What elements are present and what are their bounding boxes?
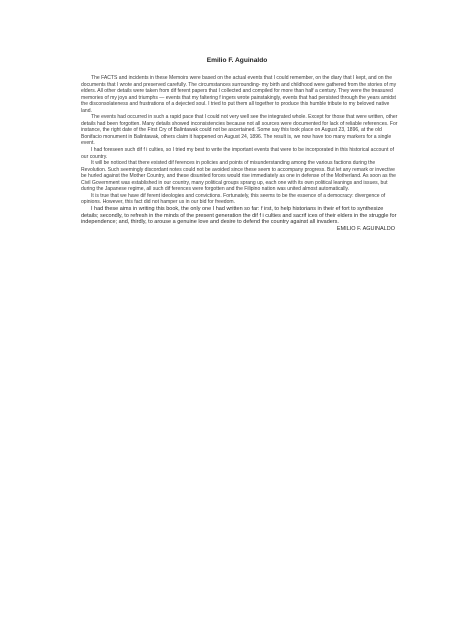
author-signature: EMILIO F. AGUINALDO [336, 226, 395, 233]
paragraph-ideologies: It is true that we have dif ferent ideologies and convictions. Fortunately, this seems to be the essence of a democracy: divergence of opinions. However, this fact did not hamper us in our bid for freedom. [81, 192, 386, 206]
paragraph-rapid-events: The events had occurred in such a rapid pace that I could not very well see the integrated whole. Except for those that were written, other details had been forgotten. Many details showed inconsistencies because not all sources were documented for lack of reliable references. For instance, the right date of the First Cry of Balintawak could not be ascertained. Some say this took place on August 23, 1896, at the old Bonifacio monument in Balintawak, others claim it happened on August 24, 1896. The result is, we now have too many markers for a single event. [81, 114, 398, 147]
memoir-body [81, 75, 401, 233]
paragraph-aims: I had these aims in writing this book, the only one I had written so far: f irst, to help historians in their ef fort to synthesize details; secondly, to refresh in the minds of the present generation the dif f i culties and sacrif ices of their elders in the struggle for independence; and, thirdly, to arouse a genuine love and desire to defend the country against all invaders. [81, 205, 397, 226]
paragraph-foreseen-difficulties: I had foreseen such dif f i culties, so I tried my best to write the important events that were to be incorporated in this historical account of our country. [81, 147, 394, 160]
document-title: Emilio F. Aguinaldo [206, 57, 268, 64]
paragraph-facts-and-incidents: The FACTS and incidents in these Memoirs were based on the actual events that I could remember, on the diary that I kept, and on the documents that I wrote and preserved carefully. The circumstances surrounding- my birth and childhood were gathered from the stories of my elders. All other details were taken from dif ferent papers that I collected and compiled for more than half a century. They were the treasured memories of my joys and triumphs — events that my faltering f ingers wrote painstakingly, events that had persisted through the years amidst the disconsolateness and frustrations of a dejected soul. I tried to put them all together to produce this humble tribute to my beloved native land. [81, 75, 397, 114]
paragraph-differences-in-policies: It will be noticed that there existed dif ferences in policies and points of misunderstanding among the various factions during the Revolution. Such seemingly discordant notes could not be avoided since these seem to accompany progress. But let any remark or invective be hurled against the Mother Country, and these disunited forces would rise immediately as one in defense of the Motherland. As soon as the Civil Government was established in our country, many political groups sprang up, each one with its own political leanings and issues, but during the Japanese regime, all such dif ferences were forgotten and the Filipino nation was united almost automatically. [81, 160, 396, 193]
